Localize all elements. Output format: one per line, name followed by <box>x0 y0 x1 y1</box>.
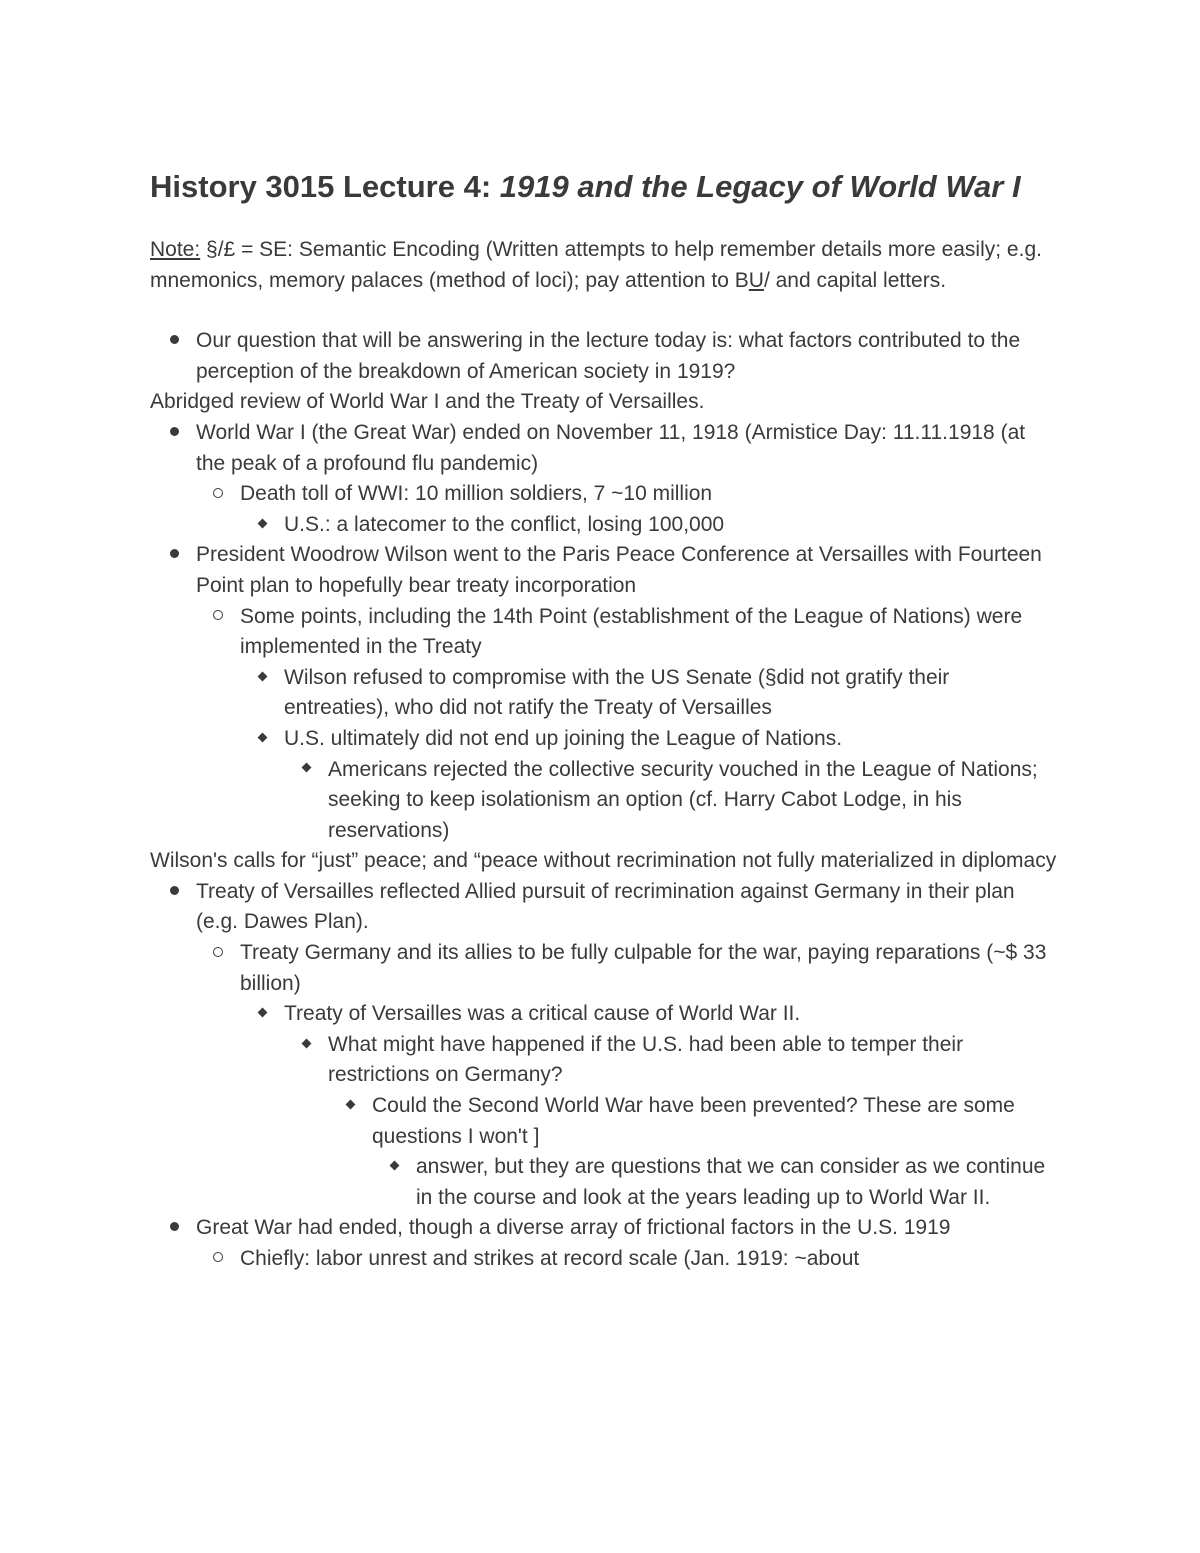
outline-text: Our question that will be answering in the lecture today is: what factors contributed to the perception of the breakdown of American society in 1919? <box>196 329 1021 383</box>
outline-item <box>150 724 1060 755</box>
bullet-ring-icon <box>210 1244 226 1275</box>
bullet-diamond-icon <box>386 1152 402 1183</box>
bullet-ring-icon <box>210 938 226 969</box>
outline-item <box>150 510 1060 541</box>
outline-text: U.S. ultimately did not end up joining the League of Nations. <box>284 726 843 750</box>
bullet-diamond-icon <box>254 663 270 694</box>
page-title <box>150 166 1060 207</box>
bullet-diamond-icon <box>254 999 270 1030</box>
outline-text: U.S.: a latecomer to the conflict, losing 100,000 <box>284 512 725 536</box>
bullet-ring-icon <box>210 479 226 510</box>
outline-text: Great War had ended, though a diverse array of frictional factors in the U.S. 1919 <box>196 1216 951 1240</box>
outline-text: Treaty of Versailles reflected Allied pursuit of recrimination against Germany in their plan (e.g. Dawes Plan). <box>196 879 1015 934</box>
bullet-diamond-icon <box>298 1030 314 1061</box>
bullet-diamond-icon <box>254 724 270 755</box>
bullet-dot-icon <box>166 540 182 571</box>
note-label: Note: <box>150 238 201 261</box>
bullet-dot-icon <box>166 1213 182 1244</box>
outline-paragraph <box>150 846 1060 877</box>
outline-text: Wilson's calls for “just” peace; and “peace without recrimination not fully materialized in diplomacy <box>150 849 1057 873</box>
outline-text: World War I (the Great War) ended on November 11, 1918 (Armistice Day: 11.11.1918 (at the peak of a profound flu pandemic) <box>196 420 1026 475</box>
outline-item <box>150 540 1060 601</box>
title-main: History 3015 Lecture 4: <box>150 169 500 204</box>
outline-item <box>150 999 1060 1030</box>
outline-text: What might have happened if the U.S. had been able to temper their restrictions on Germany? <box>328 1032 964 1087</box>
bullet-ring-icon <box>210 602 226 633</box>
bullet-diamond-icon <box>342 1091 358 1122</box>
outline-item <box>150 1213 1060 1244</box>
note-text: §/£ = SE: Semantic Encoding (Written attempts to help remember details more easily; e.g. mnemonics, memory palaces (method of loci); pay attention to <box>150 238 1042 292</box>
outline-text: Some points, including the 14th Point (establishment of the League of Nations) were implemented in the Treaty <box>240 604 1023 659</box>
outline-paragraph <box>150 387 1060 418</box>
outline-text: Treaty Germany and its allies to be fully culpable for the war, paying reparations (~$ 33 billion) <box>240 941 1047 995</box>
outline-item <box>150 418 1060 479</box>
outline-text: Treaty of Versailles was a critical cause of World War II. <box>284 1002 801 1026</box>
note-text-end: and capital letters. <box>769 268 947 292</box>
bullet-diamond-icon <box>298 755 314 786</box>
title-italic: 1919 and the Legacy of World War I <box>499 169 1021 204</box>
note-slash: / <box>763 268 770 292</box>
note-u: U <box>748 268 764 292</box>
note-paragraph <box>150 235 1060 296</box>
note-b: B <box>734 268 749 292</box>
outline-item <box>150 663 1060 724</box>
outline-text: Chiefly: labor unrest and strikes at record scale (Jan. 1919: ~about <box>240 1247 860 1270</box>
outline-text: Could the Second World War have been prevented? These are some questions I won't ] <box>372 1094 1015 1148</box>
outline-item <box>150 1030 1060 1091</box>
outline-item <box>150 1152 1060 1213</box>
outline-item <box>150 1244 1060 1275</box>
outline-text: Americans rejected the collective security vouched in the League of Nations; seeking to keep isolationism an option (cf. Harry Cabot Lodge, in his reservations) <box>328 757 1038 842</box>
bullet-dot-icon <box>166 418 182 449</box>
outline-text: answer, but they are questions that we can consider as we continue in the course and look at the years leading up to World War II. <box>416 1155 1046 1209</box>
spacer <box>150 296 1060 326</box>
outline-item <box>150 755 1060 847</box>
bullet-diamond-icon <box>254 510 270 541</box>
outline-text: Abridged review of World War I and the Treaty of Versailles. <box>150 390 705 414</box>
outline-item <box>150 938 1060 999</box>
outline-item <box>150 1091 1060 1152</box>
outline-item <box>150 602 1060 663</box>
bullet-dot-icon <box>166 877 182 908</box>
bullet-dot-icon <box>166 326 182 357</box>
outline-text: Wilson refused to compromise with the US Senate (§did not gratify their entreaties), who did not ratify the Treaty of Versailles <box>284 665 950 720</box>
outline <box>150 326 1060 1274</box>
outline-item <box>150 877 1060 938</box>
document-page <box>150 166 1060 1275</box>
outline-text: President Woodrow Wilson went to the Paris Peace Conference at Versailles with Fourteen Point plan to hopefully bear treaty incorporation <box>196 543 1042 597</box>
outline-text: Death toll of WWI: 10 million soldiers, 7 ~10 million <box>240 482 713 506</box>
outline-item <box>150 479 1060 510</box>
outline-item <box>150 326 1060 387</box>
